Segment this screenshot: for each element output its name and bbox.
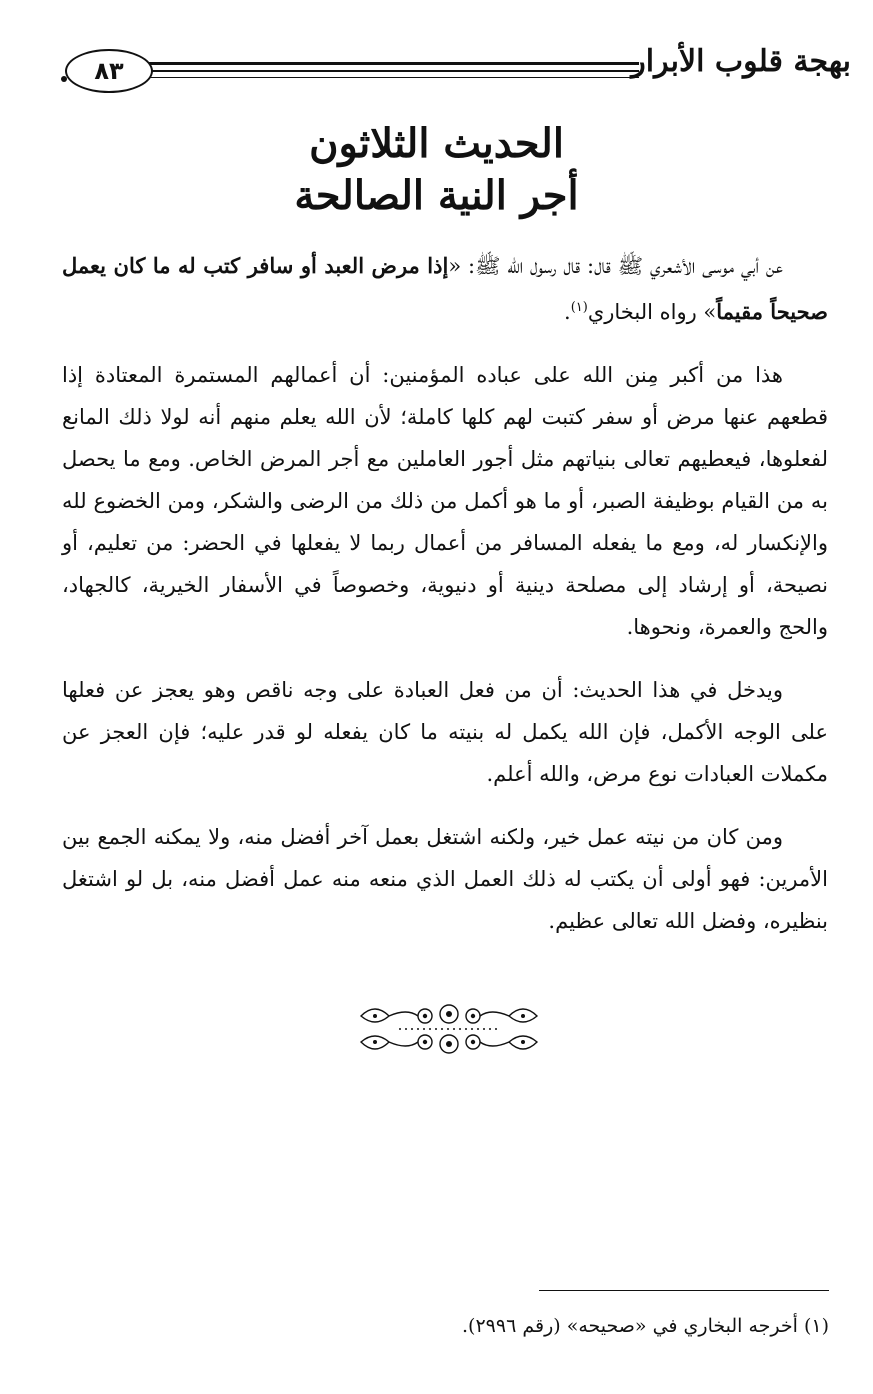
footnote-reference[interactable]: (١): [570, 300, 588, 315]
paragraph-hadith: [62, 245, 828, 333]
hadith-subject-title: أجر النية الصالحة: [294, 172, 579, 219]
hadith-end: .: [564, 300, 571, 324]
body-text: [62, 245, 828, 963]
chapter-heading: [0, 118, 873, 222]
header-rule: [125, 77, 639, 78]
hadith-text: إذا مرض العبد أو سافر كتب له ما كان يعمل صحيحاً مقيماً: [62, 253, 828, 324]
header-rule: [125, 70, 639, 72]
header-rule: [125, 62, 639, 65]
hadith-intro: عن أبي موسى الأشعري ﷺ قال: قال رسول الله ﷺ: «: [448, 254, 783, 278]
badge-dot: [61, 76, 67, 82]
footnote-separator: [539, 1290, 829, 1291]
hadith-source: » رواه البخاري: [587, 300, 717, 324]
book-title: بهجة قلوب الأبرار: [631, 44, 851, 79]
footnote: (١) أخرجه البخاري في «صحيحه» (رقم ٢٩٩٦).: [462, 1315, 829, 1337]
running-header: [65, 40, 851, 98]
paragraph-commentary-3: ومن كان من نيته عمل خير، ولكنه اشتغل بعمل آخر أفضل منه، ولا يمكنه الجمع بين الأمرين: فهو أولى أن يكتب له ذلك العمل الذي منعه منه عمل أفضل منه، بل لو اشتغل بنظيره، وفضل الله تعالى عظيم.: [62, 825, 828, 933]
hadith-number-title: الحديث الثلاثون: [309, 120, 564, 167]
page-number: ٨٣: [94, 57, 124, 85]
page-number-badge: [65, 49, 153, 93]
paragraph-commentary-1: هذا من أكبر مِنن الله على عباده المؤمنين: أن أعمالهم المستمرة المعتادة إذا قطعهم عنها مرض أو سفر كتبت لهم كلها كاملة؛ لأن الله يعلم منهم أنه لولا ذلك المانع لفعلوها، فيعطيهم تعالى بنياتهم مثل أجور العاملين مع أجر المرض الخاص. ومع ما يحصل به من القيام بوظيفة الصبر، أو ما هو أكمل من ذلك من الرضى والشكر، ومن الخضوع لله والإنكسار له، ومع ما يفعله المسافر من أعمال ربما لا يفعلها في الحضر: من تعليم، أو نصيحة، أو إرشاد إلى مصلحة دينية أو دنيوية، وخصوصاً في الأسفار الخيرية، كالجهاد، والحج والعمرة، ونحوها.: [62, 363, 828, 639]
paragraph-commentary-2: ويدخل في هذا الحديث: أن من فعل العبادة على وجه ناقص وهو يعجز عن فعلها على الوجه الأكمل، فإن الله يكمل له بنيته ما كان يفعله لو قدر عليه؛ فإن العجز عن مكملات العبادات نوع مرض، والله أعلم.: [62, 678, 828, 786]
floral-divider-icon: [355, 998, 543, 1060]
